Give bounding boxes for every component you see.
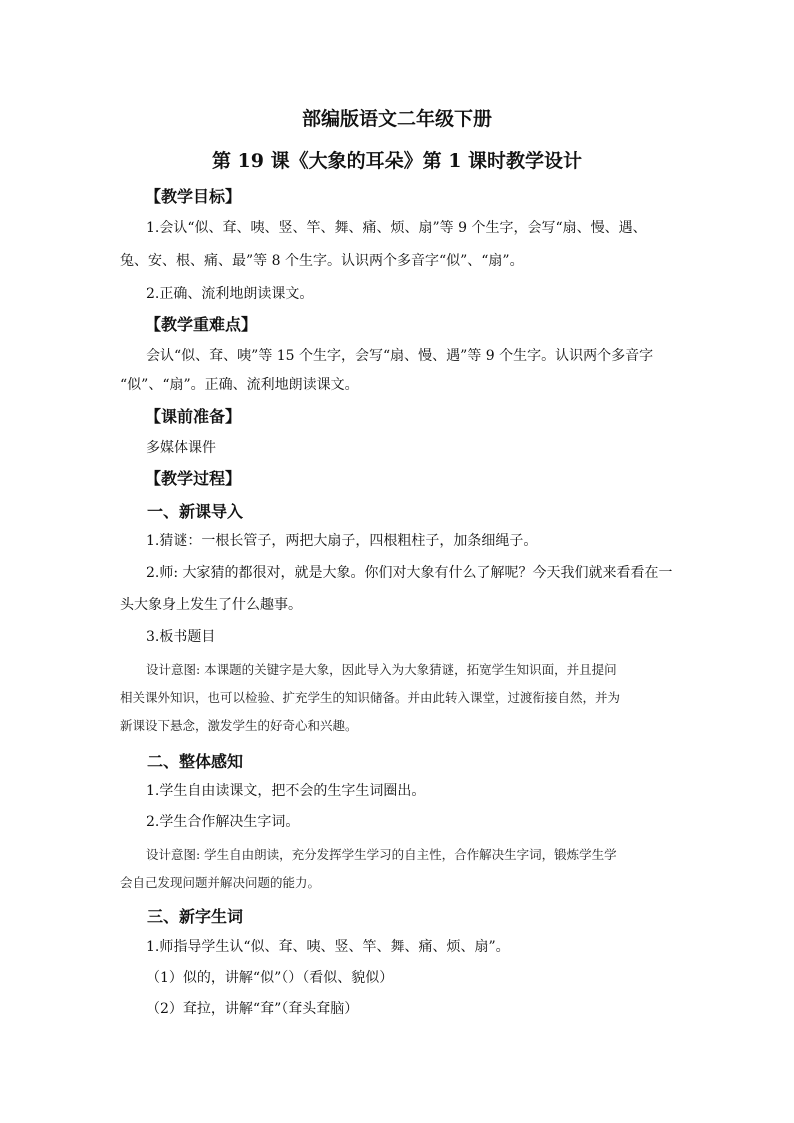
section-1-item-2-line-1: 2.师: 大家猜的都很对，就是大象。你们对大象有什么了解呢？今天我们就来看看在一 xyxy=(146,565,673,581)
goal-1-line-2: 兔、安、根、痛、最”等 8 个生字。认识两个多音字“似”、“扇”。 xyxy=(120,253,524,269)
doc-subtitle: 第 19 课《大象的耳朵》第 1 课时教学设计 xyxy=(211,150,583,172)
section-1-note-line-1: 设计意图: 本课题的关键字是大象，因此导入为大象猜谜，拓宽学生知识面，并且提问 xyxy=(146,662,617,677)
key-points-line-1: 会认“似、耷、咦”等 15 个生字，会写“扇、慢、遇”等 9 个生字。认识两个多音字 xyxy=(146,348,654,364)
section-2-note-line-2: 会自己发现问题并解决问题的能力。 xyxy=(120,875,321,890)
goal-1-line-1: 1.会认“似、耷、咦、竖、竿、舞、痛、烦、扇”等 9 个生字，会写“扇、慢、遇、 xyxy=(146,220,647,236)
section-3-item-1: 1.师指导学生认“似、耷、咦、竖、竿、舞、痛、烦、扇”。 xyxy=(146,939,510,955)
doc-title: 部编版语文二年级下册 xyxy=(301,108,492,130)
section-2-item-1: 1.学生自由读课文，把不会的生字生词圈出。 xyxy=(146,783,426,799)
section-2-note-line-1: 设计意图: 学生自由朗读，充分发挥学生学习的自主性，合作解决生字词，锻炼学生学 xyxy=(146,847,617,862)
section-1-item-2-line-2: 头大象身上发生了什么趣事。 xyxy=(120,597,302,613)
section-3-item-1-sub-1: （1）似的，讲解“似”（）（看似、貌似） xyxy=(146,970,394,986)
section-1-item-3: 3.板书题目 xyxy=(146,629,216,645)
section-3-item-1-sub-2: （2）耷拉，讲解“耷”（耷头耷脑） xyxy=(146,1001,359,1017)
section-1-heading: 一、新课导入 xyxy=(147,502,244,521)
section-1-item-1: 1.猜谜：一根长管子，两把大扇子，四根粗柱子，加条细绳子。 xyxy=(146,533,538,549)
goal-2: 2.正确、流利地朗读课文。 xyxy=(146,286,314,302)
process-heading: 【教学过程】 xyxy=(145,469,242,488)
key-points-heading: 【教学重难点】 xyxy=(145,315,258,334)
goals-heading: 【教学目标】 xyxy=(145,187,242,206)
preparation-text: 多媒体课件 xyxy=(146,440,216,456)
section-2-item-2: 2.学生合作解决生字词。 xyxy=(146,814,300,830)
section-1-note-line-3: 新课设下悬念，激发学生的好奇心和兴趣。 xyxy=(120,718,358,733)
section-2-heading: 二、整体感知 xyxy=(147,752,244,771)
section-1-note-line-2: 相关课外知识，也可以检验、扩充学生的知识储备。并由此转入课堂，过渡衔接自然，并为 xyxy=(120,690,621,705)
section-3-heading: 三、新字生词 xyxy=(147,907,244,926)
key-points-line-2: “似”、“扇”。正确、流利地朗读课文。 xyxy=(120,377,359,393)
preparation-heading: 【课前准备】 xyxy=(145,407,242,426)
